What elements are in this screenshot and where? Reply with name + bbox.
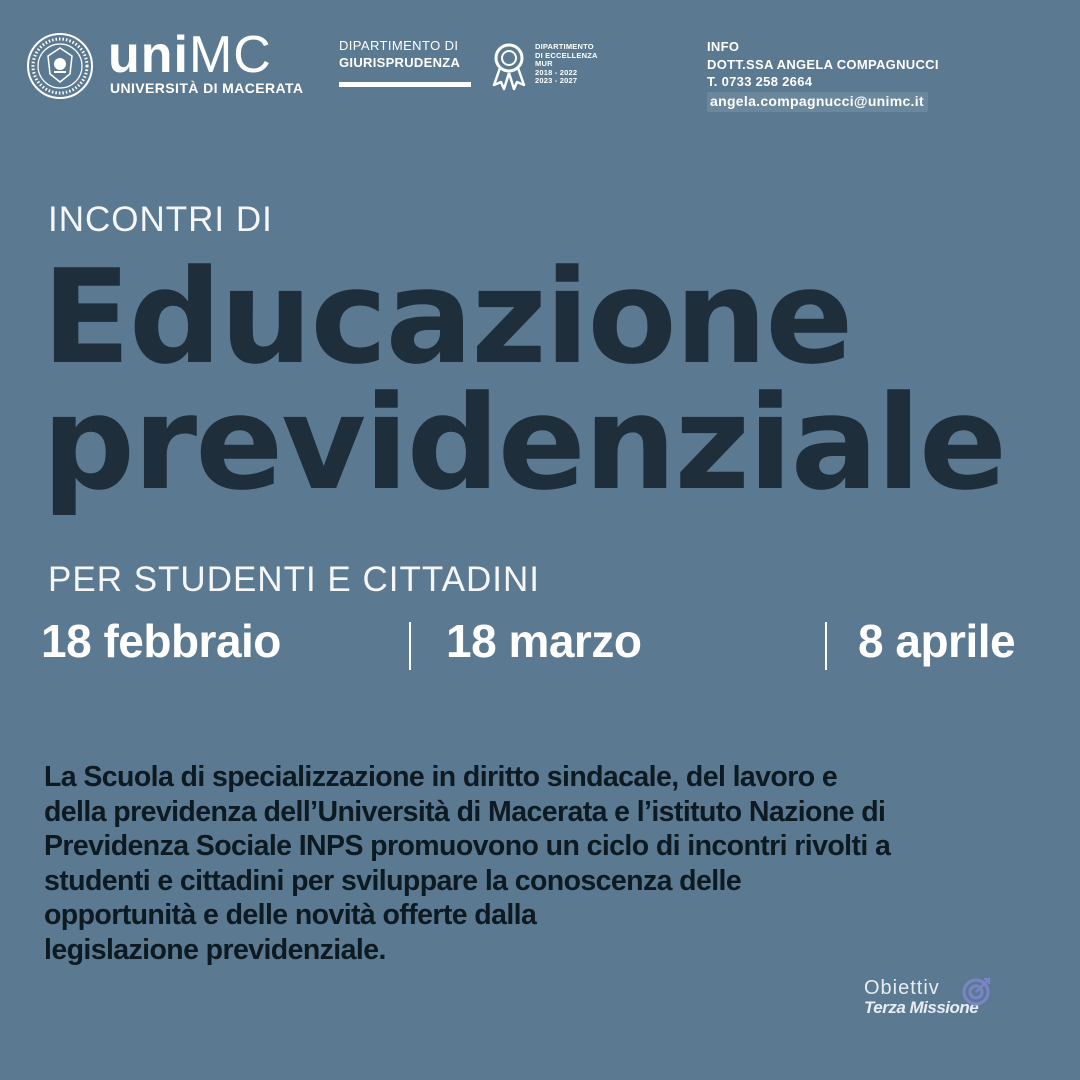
title-line-2: previdenziale xyxy=(42,367,1006,519)
description-line: Previdenza Sociale INPS promuovono un ciclo di incontri rivolti a xyxy=(44,830,891,862)
unimc-wordmark xyxy=(108,26,272,84)
date-separator xyxy=(825,622,827,670)
excellence-line: MUR xyxy=(535,59,553,69)
award-ribbon-icon xyxy=(489,41,529,91)
wordmark-mc: MC xyxy=(188,26,272,84)
description-line: della previdenza dell’Università di Macerata e l’istituto Nazione di xyxy=(44,795,886,828)
title-kicker: INCONTRI DI xyxy=(48,200,273,239)
contact-info xyxy=(707,38,939,112)
university-name: UNIVERSITÀ DI MACERATA xyxy=(110,80,304,96)
subtitle: PER STUDENTI E CITTADINI xyxy=(48,560,540,599)
description-line: studenti e cittadini per sviluppare la conoscenza delle xyxy=(44,864,742,897)
title-line-1: Educazione xyxy=(42,241,852,393)
contact-name: DOTT.SSA ANGELA COMPAGNUCCI xyxy=(707,56,939,72)
logo-line-1: Obiettiv xyxy=(864,977,940,999)
logo-line-2: Terza Missione xyxy=(864,998,979,1017)
excellence-label xyxy=(535,43,598,86)
date-1: 18 febbraio xyxy=(41,615,281,667)
excellence-line: 2018 - 2022 xyxy=(535,67,578,77)
description-paragraph xyxy=(44,760,1044,967)
department-label: DIPARTIMENTO DI xyxy=(339,38,459,53)
excellence-line: DIPARTIMENTO xyxy=(535,42,594,51)
wordmark-uni: uni xyxy=(108,26,189,84)
contact-email-link[interactable]: angela.compagnucci@unimc.it xyxy=(707,92,928,113)
description-line: legislazione previdenziale. xyxy=(44,933,386,966)
excellence-line: DI ECCELLENZA xyxy=(535,50,598,60)
info-label: INFO xyxy=(707,39,740,54)
description-line: opportunità e delle novità offerte dalla xyxy=(44,899,537,931)
contact-phone: T. 0733 258 2664 xyxy=(707,74,813,89)
department-name: GIURISPRUDENZA xyxy=(339,55,461,70)
department-logo xyxy=(339,38,471,87)
excellence-line: 2023 - 2027 xyxy=(535,76,578,86)
university-seal-icon xyxy=(26,32,94,100)
date-2: 18 marzo xyxy=(446,615,642,667)
date-3: 8 aprile xyxy=(858,615,1016,667)
description-line: La Scuola di specializzazione in diritto sindacale, del lavoro e xyxy=(44,761,838,793)
department-underline xyxy=(339,82,471,87)
date-separator xyxy=(409,622,411,670)
target-icon xyxy=(962,976,992,1006)
